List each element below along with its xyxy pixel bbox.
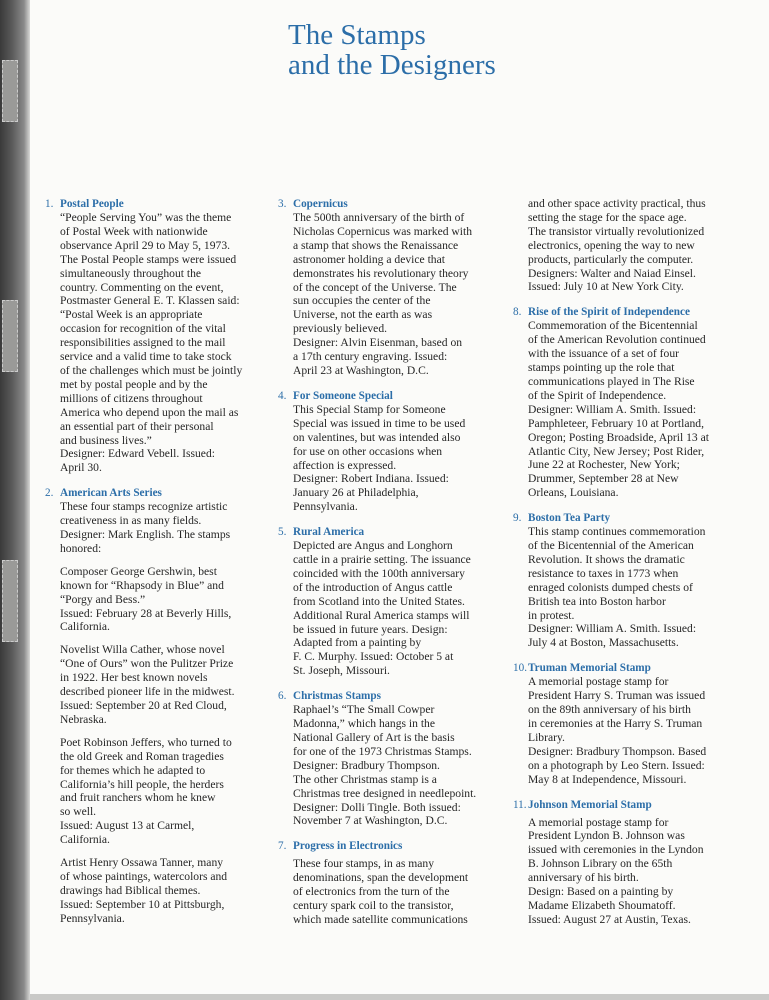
section-boston-tea-party xyxy=(513,511,745,650)
section-title: Johnson Memorial Stamp xyxy=(528,798,652,811)
section-paragraph: The 500th anniversary of the birth of Nicholas Copernicus was marked with a stamp that shows the Renaissance astronomer holding a device that demonstrates his revolutionary theory of the concept of the Universe. The sun occupies the center of the Universe, not the earth as was previously believed. Designer: Alvin Eisenman, based on a 17th century engraving. Issued: April 23 at Washington, D.C. xyxy=(293,211,473,377)
section-heading xyxy=(278,839,510,853)
text-column-2 xyxy=(278,197,510,927)
section-paragraph: Raphael’s “The Small Cowper Madonna,” which hangs in the National Gallery of Art is the basis for one of the 1973 Christmas Stamps. Designer: Bradbury Thompson. The other Christmas stamp is a Christmas tree designed in needlepoint. Designer: Dolli Tingle. Both issued: November 7 at Washington, D.C. xyxy=(293,703,477,828)
section-number: 11. xyxy=(513,798,527,811)
stamp-edge-image xyxy=(2,60,18,122)
section-heading xyxy=(278,689,510,703)
section-paragraph: These four stamps recognize artistic creativeness in as many fields. Designer: Mark English. The stamps honored: xyxy=(60,500,231,555)
section-number: 3. xyxy=(278,198,287,210)
section-paragraph: Poet Robinson Jeffers, who turned to the old Greek and Roman tragedies for themes which he adapted to California’s hill people, the herders and fruit ranchers whom he knew so well. Issued: August 13 at Carmel, California. xyxy=(60,735,232,847)
section-progress-in-electronics-continued xyxy=(513,197,745,294)
section-heading xyxy=(513,305,745,319)
section-title: Progress in Electronics xyxy=(293,840,403,853)
section-paragraph: Depicted are Angus and Longhorn cattle in a prairie setting. The issuance coincided with the 100th anniversary of the introduction of Angus cattle from Scotland into the United States. Additional Rural America stamps will be issued in future years. Design: Adapted from a painting by F. C. Murphy. Issued: October 5 at St. Joseph, Missouri. xyxy=(293,539,471,678)
section-title: Christmas Stamps xyxy=(293,690,381,703)
section-number: 9. xyxy=(513,512,522,525)
stamp-edge-image xyxy=(2,300,18,372)
section-rise-of-spirit-of-independence xyxy=(513,305,745,500)
section-paragraph: and other space activity practical, thus setting the stage for the space age. The transistor virtually revolutionized electronics, opening the way to new products, particularly the computer. Designers: Walter and Naiad Einsel. Issued: July 10 at New York City. xyxy=(528,197,706,294)
text-column-1 xyxy=(45,197,277,926)
section-number: 4. xyxy=(278,389,287,402)
section-title: For Someone Special xyxy=(293,389,393,402)
section-paragraph: “People Serving You” was the theme of Postal Week with nationwide observance April 29 to May 5, 1973. The Postal People stamps were issued simultaneously throughout the country. Commenting on the event, Postmaster General E. T. Klassen said: “Postal Week is an appropriate occasion for recognition of the vital responsibilities assigned to the mail service and a valid time to take stock of the challenges which must be jointly met by postal people and by the millions of citizens throughout America who depend upon the mail as an essential part of their personal and business lives.” Designer: Edward Vebell. Issued: April 30. xyxy=(60,211,243,475)
section-heading xyxy=(513,661,745,675)
section-christmas-stamps xyxy=(278,689,510,828)
section-paragraph: Novelist Willa Cather, whose novel “One of Ours” won the Pulitzer Prize in 1922. Her best known novels described pioneer life in the midwest. Issued: September 20 at Red Cloud, Nebraska. xyxy=(60,643,235,726)
section-heading xyxy=(513,511,745,525)
section-for-someone-special xyxy=(278,389,510,514)
section-rural-america xyxy=(278,525,510,678)
section-paragraph: Artist Henry Ossawa Tanner, many of whose paintings, watercolors and drawings had Biblical themes. Issued: September 10 at Pittsburgh, Pennsylvania. xyxy=(60,856,228,925)
section-american-arts-series xyxy=(45,486,277,925)
section-number: 5. xyxy=(278,526,287,539)
section-title: Postal People xyxy=(60,198,124,210)
section-title: American Arts Series xyxy=(60,487,162,500)
page-title: The Stamps and the Designers xyxy=(288,19,496,81)
section-paragraph: This stamp continues commemoration of the Bicentennial of the American Revolution. It shows the dramatic resistance to taxes in 1773 when enraged colonists dumped chests of British tea into Boston harbor in protest. Designer: William A. Smith. Issued: July 4 at Boston, Massachusetts. xyxy=(528,525,706,650)
section-heading xyxy=(45,197,277,211)
section-copernicus xyxy=(278,197,510,378)
section-number: 10. xyxy=(513,662,527,675)
section-number: 2. xyxy=(45,487,54,500)
scan-binding-edge xyxy=(0,0,30,1000)
section-title: Copernicus xyxy=(293,198,348,210)
section-number: 6. xyxy=(278,690,287,703)
section-heading xyxy=(278,525,510,539)
section-truman-memorial-stamp xyxy=(513,661,745,786)
section-paragraph: A memorial postage stamp for President Harry S. Truman was issued on the 89th anniversary of his birth in ceremonies at the Harry S. Truman Library. Designer: Bradbury Thompson. Based on a photograph by Leo Stern. Issued: May 8 at Independence, Missouri. xyxy=(528,675,707,786)
text-column-3 xyxy=(513,197,745,927)
section-heading xyxy=(45,486,277,500)
section-paragraph: This Special Stamp for Someone Special was issued in time to be used on valentines, but was intended also for use on other occasions when affection is expressed. Designer: Robert Indiana. Issued: January 26 at Philadelphia, Pennsylvania. xyxy=(293,402,466,514)
section-heading xyxy=(513,798,745,812)
section-postal-people xyxy=(45,197,277,475)
stamp-edge-image xyxy=(2,560,18,642)
section-paragraph: A memorial postage stamp for President Lyndon B. Johnson was issued with ceremonies in the Lyndon B. Johnson Library on the 65th anniversary of his birth. Design: Based on a painting by Madame Elizabeth Shoumatoff. Issued: August 27 at Austin, Texas. xyxy=(528,815,704,926)
section-title: Boston Tea Party xyxy=(528,512,611,525)
section-heading xyxy=(278,389,510,403)
section-number: 1. xyxy=(45,198,54,210)
section-number: 7. xyxy=(278,840,287,853)
section-title: Rural America xyxy=(293,526,365,539)
section-heading xyxy=(278,197,510,211)
section-paragraph: These four stamps, in as many denominations, span the development of electronics from the turn of the century spark coil to the transistor, which made satellite communications xyxy=(293,857,469,926)
section-progress-in-electronics xyxy=(278,839,510,927)
section-number: 8. xyxy=(513,306,522,319)
section-paragraph: Composer George Gershwin, best known for “Rhapsody in Blue” and “Porgy and Bess.” Issued: February 28 at Beverly Hills, California. xyxy=(60,564,232,634)
section-johnson-memorial-stamp xyxy=(513,798,745,927)
section-paragraph: Commemoration of the Bicentennial of the American Revolution continued with the issuance of a set of four stamps pointing up the role that communications played in The Rise of the Spirit of Independence. Designer: William A. Smith. Issued: Pamphleteer, February 10 at Portland, Oregon; Posting Broadside, April 13 at Atlantic City, New Jersey; Post Rider, June 22 at Rochester, New York; Drummer, September 28 at New Orleans, Louisiana. xyxy=(528,319,709,500)
section-title: Rise of the Spirit of Independence xyxy=(528,306,690,319)
section-title: Truman Memorial Stamp xyxy=(528,662,651,675)
page-bottom-edge xyxy=(30,994,769,1000)
